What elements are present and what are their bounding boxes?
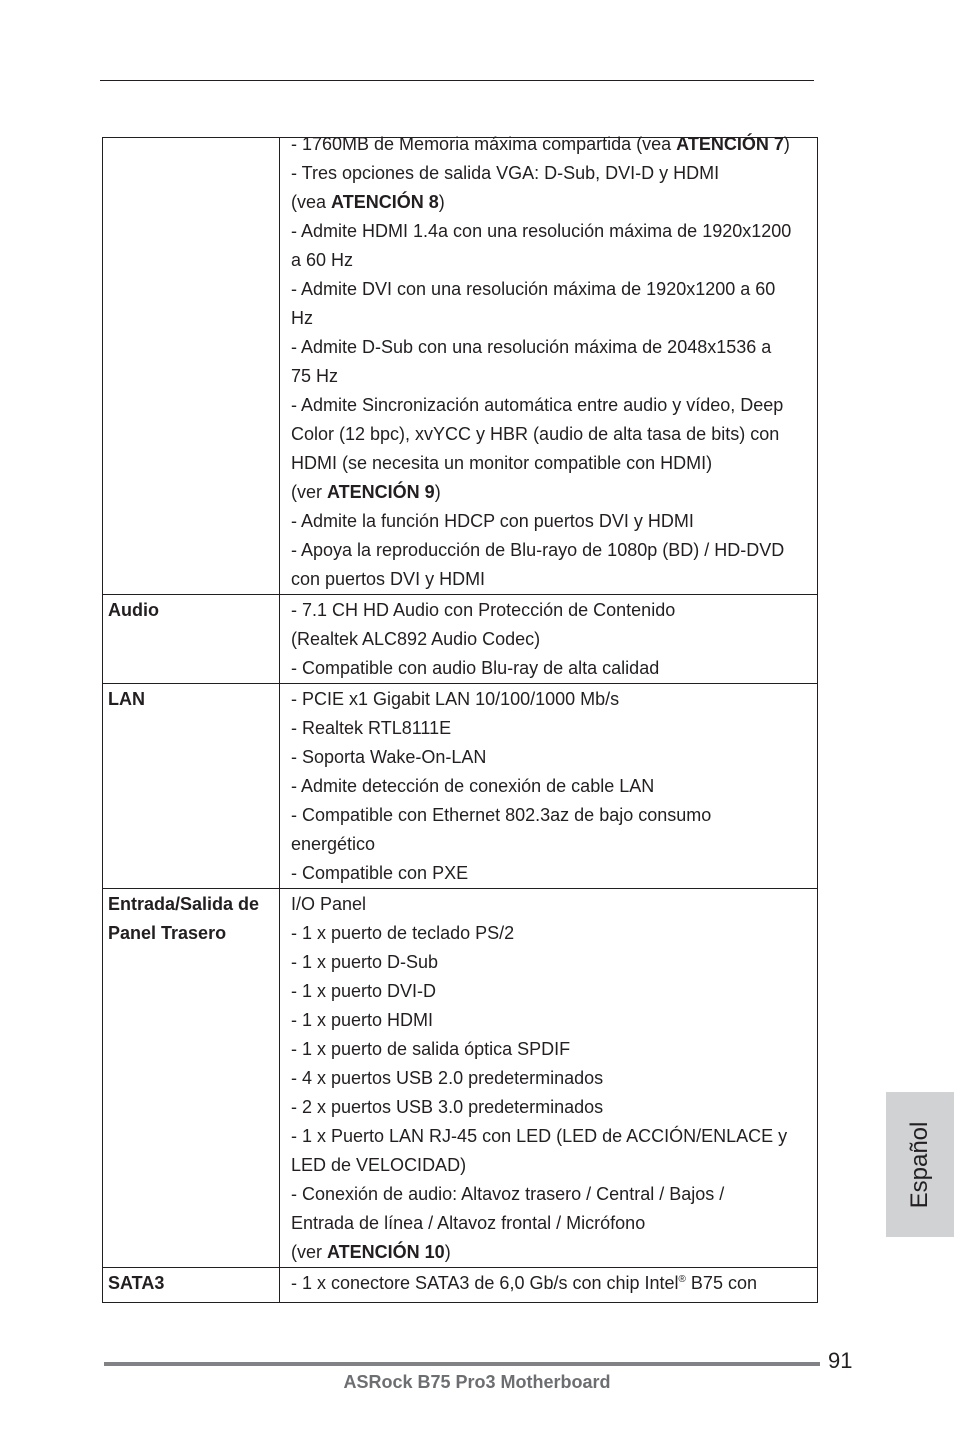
list-item xyxy=(291,362,817,391)
list-item: - 1 x Puerto LAN RJ-45 con LED (LED de ACCIÓN/ENLACE y xyxy=(291,1126,788,1146)
list-item-text: a 60 Hz xyxy=(291,250,354,270)
row-label-audio: Audio xyxy=(103,595,280,684)
list-item xyxy=(291,1238,817,1267)
graphics-lines xyxy=(291,130,817,594)
list-item xyxy=(291,507,817,536)
table-row-sata3 xyxy=(103,1268,818,1303)
list-item xyxy=(291,130,817,159)
list-item: - 1 x puerto de teclado PS/2 xyxy=(291,923,515,943)
header-rule xyxy=(100,80,814,81)
list-item-note-ref: ATENCIÓN 7 xyxy=(676,134,784,154)
list-item: - Realtek RTL8111E xyxy=(291,718,452,738)
list-item-text-end: ) xyxy=(438,192,445,212)
list-item-note-ref: ATENCIÓN 9 xyxy=(327,482,435,502)
row-content-graphics xyxy=(280,134,818,595)
language-tab-label: Español xyxy=(906,1121,933,1208)
list-item: - 7.1 CH HD Audio con Protección de Contenido xyxy=(291,600,676,620)
list-item xyxy=(291,333,817,362)
list-item xyxy=(291,304,817,333)
list-item xyxy=(291,565,817,594)
io-note-pre: (ver xyxy=(291,1242,327,1262)
spec-table xyxy=(102,134,818,1303)
list-item-note-ref: ATENCIÓN 8 xyxy=(331,192,439,212)
list-item-text: (vea xyxy=(291,192,332,212)
list-item: - Compatible con Ethernet 802.3az de bajo consumo xyxy=(291,805,712,825)
list-item xyxy=(291,188,817,217)
list-item-text-end: ) xyxy=(434,482,441,502)
footer-title: ASRock B75 Pro3 Motherboard xyxy=(343,1372,611,1392)
sata3-text-post: B75 con xyxy=(685,1273,757,1293)
row-label-sata3: SATA3 xyxy=(103,1268,280,1303)
io-note-post: ) xyxy=(444,1242,451,1262)
list-item xyxy=(291,420,817,449)
list-item xyxy=(291,536,817,565)
list-item: - 4 x puertos USB 2.0 predeterminados xyxy=(291,1068,604,1088)
list-item: - 1 x puerto D-Sub xyxy=(291,952,439,972)
list-item xyxy=(291,1269,817,1298)
list-item xyxy=(291,478,817,507)
table-row-lan xyxy=(103,684,818,889)
language-tab xyxy=(886,1092,954,1237)
row-content-sata3 xyxy=(280,1268,818,1303)
list-item: (Realtek ALC892 Audio Codec) xyxy=(291,629,541,649)
sata3-text-pre: - 1 x conectore SATA3 de 6,0 Gb/s con chip Intel xyxy=(291,1273,679,1293)
list-item xyxy=(291,275,817,304)
list-item-text: - Admite D-Sub con una resolución máxima de 2048x1536 a xyxy=(291,337,772,357)
list-item-text-end: ) xyxy=(783,134,790,154)
list-item-text: Color (12 bpc), xvYCC y HBR (audio de alta tasa de bits) con xyxy=(291,424,780,444)
row-content-audio xyxy=(280,595,818,684)
table-row-graphics xyxy=(103,138,818,595)
list-item: LED de VELOCIDAD) xyxy=(291,1155,467,1175)
list-item xyxy=(291,246,817,275)
list-item xyxy=(291,449,817,478)
list-item xyxy=(291,391,817,420)
page-number: 91 xyxy=(828,1348,853,1373)
table-row-io xyxy=(103,889,818,1268)
list-item: energético xyxy=(291,834,376,854)
list-item: - 1 x puerto de salida óptica SPDIF xyxy=(291,1039,571,1059)
list-item xyxy=(291,217,817,246)
list-item: - Compatible con PXE xyxy=(291,863,469,883)
list-item-text: 75 Hz xyxy=(291,366,339,386)
list-item: - 2 x puertos USB 3.0 predeterminados xyxy=(291,1097,604,1117)
list-item-text: (ver xyxy=(291,482,327,502)
row-label-io-line2: Panel Trasero xyxy=(108,923,227,943)
row-label-graphics xyxy=(103,138,280,595)
list-item: - Admite detección de conexión de cable LAN xyxy=(291,776,655,796)
row-label-lan: LAN xyxy=(103,684,280,889)
list-item-text: - Admite HDMI 1.4a con una resolución máxima de 1920x1200 xyxy=(291,221,792,241)
list-item: - Compatible con audio Blu-ray de alta calidad xyxy=(291,658,660,678)
list-item: - 1 x puerto DVI-D xyxy=(291,981,437,1001)
list-item: I/O Panel xyxy=(291,894,367,914)
row-content-lan xyxy=(280,684,818,889)
list-item-text: HDMI (se necesita un monitor compatible con HDMI) xyxy=(291,453,713,473)
row-label-io-line1: Entrada/Salida de xyxy=(108,894,260,914)
list-item xyxy=(291,159,817,188)
list-item-text: - Admite DVI con una resolución máxima de 1920x1200 a 60 xyxy=(291,279,776,299)
row-label-io xyxy=(103,889,280,1268)
list-item: - PCIE x1 Gigabit LAN 10/100/1000 Mb/s xyxy=(291,689,620,709)
list-item: - Soporta Wake-On-LAN xyxy=(291,747,487,767)
list-item: Entrada de línea / Altavoz frontal / Micrófono xyxy=(291,1213,646,1233)
list-item-text: - Admite Sincronización automática entre audio y vídeo, Deep xyxy=(291,395,784,415)
registered-mark: ® xyxy=(678,1274,686,1285)
list-item-text: - Tres opciones de salida VGA: D-Sub, DVI-D y HDMI xyxy=(291,163,720,183)
row-content-io xyxy=(280,889,818,1268)
list-item-text: - Admite la función HDCP con puertos DVI y HDMI xyxy=(291,511,694,531)
io-note-bold: ATENCIÓN 10 xyxy=(327,1242,445,1262)
list-item: - Conexión de audio: Altavoz trasero / Central / Bajos / xyxy=(291,1184,725,1204)
list-item-text: - Apoya la reproducción de Blu-rayo de 1080p (BD) / HD-DVD xyxy=(291,540,785,560)
list-item-text: con puertos DVI y HDMI xyxy=(291,569,486,589)
table-row-audio xyxy=(103,595,818,684)
list-item: - 1 x puerto HDMI xyxy=(291,1010,434,1030)
list-item-text: - 1760MB de Memoria máxima compartida (vea xyxy=(291,134,677,154)
list-item-text: Hz xyxy=(291,308,313,328)
footer-rule xyxy=(104,1362,820,1366)
